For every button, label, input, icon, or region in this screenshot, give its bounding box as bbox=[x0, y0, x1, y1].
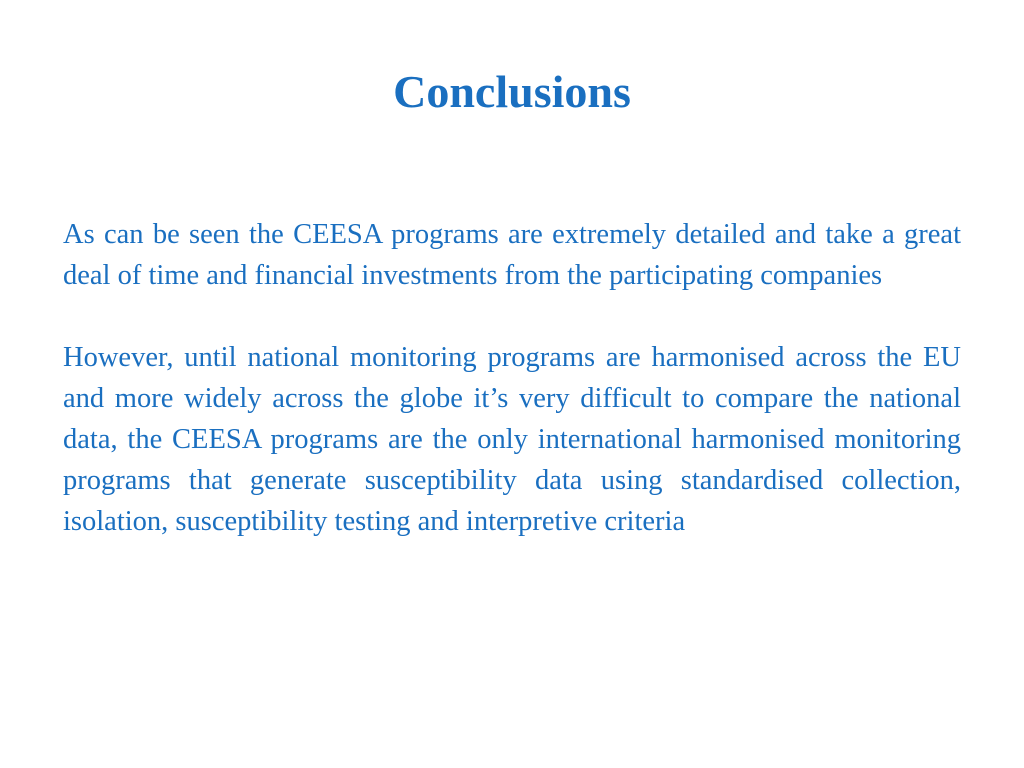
slide-body bbox=[63, 214, 961, 542]
paragraph-intro: As can be seen the CEESA programs are extremely detailed and take a great deal of time and financial investments from the participating companies bbox=[63, 219, 961, 291]
paragraph-harmonisation: However, until national monitoring programs are harmonised across the EU and more widely across the globe it’s very difficult to compare the national data, the CEESA programs are the only international harmonised monitoring programs that generate susceptibility data using standardised collection, isolation, susceptibility testing and interpretive criteria bbox=[63, 342, 961, 537]
slide-title: Conclusions bbox=[393, 66, 631, 117]
